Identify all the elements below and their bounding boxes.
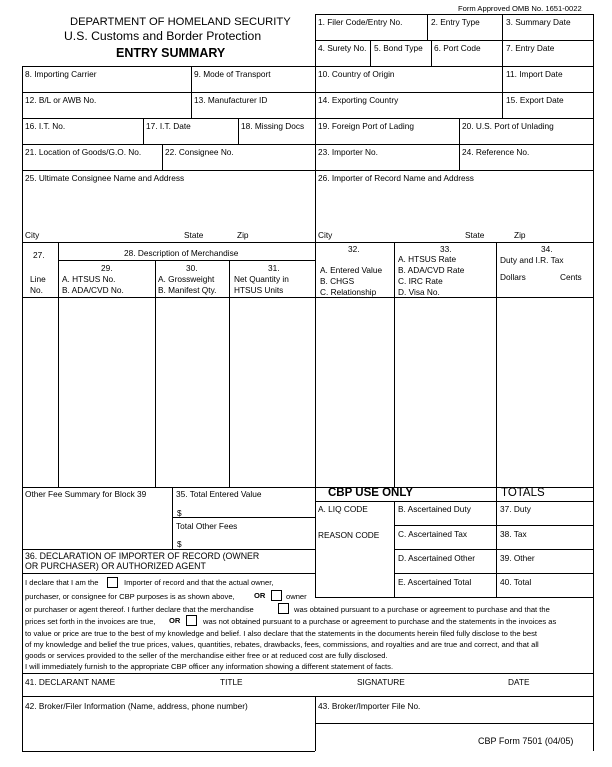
col-no-label: No. [30,285,43,295]
field-bl-awb-no[interactable]: 12. B/L or AWB No. [25,95,97,105]
col-34a-label: Duty and I.R. Tax [500,255,564,265]
field-country-of-origin[interactable]: 10. Country of Origin [318,69,395,79]
col-32a-label: A. Entered Value [320,265,383,275]
field-summary-date[interactable]: 3. Summary Date [506,17,571,27]
form-number: CBP Form 7501 (04/05) [478,736,574,746]
field-title[interactable]: TITLE [220,677,243,687]
col-line-label: Line [30,274,46,284]
field-it-date[interactable]: 17. I.T. Date [146,121,191,131]
col-31a-label: Net Quantity in [234,274,289,284]
field-ascertained-duty[interactable]: B. Ascertained Duty [398,504,471,514]
declaration-owner-label: owner [286,592,307,601]
omb-number: Form Approved OMB No. 1651-0022 [458,4,582,13]
col-30-label: 30. [186,263,198,273]
col-cents-label: Cents [560,272,582,282]
consignee-state-label: State [184,230,204,240]
field-broker-filer-info[interactable]: 42. Broker/Filer Information (Name, address, phone number) [25,701,248,711]
field-tax-total[interactable]: 38. Tax [500,529,527,539]
field-filer-code[interactable]: 1. Filer Code/Entry No. [318,17,403,27]
field-duty-total[interactable]: 37. Duty [500,504,531,514]
field-ascertained-tax[interactable]: C. Ascertained Tax [398,529,468,539]
col-31b-label: HTSUS Units [234,285,284,295]
declaration-text-line7: goods or services provided to the seller of the merchandise either free or at reduced cost are fully disclosed. [25,651,388,660]
department-name: DEPARTMENT OF HOMELAND SECURITY [70,16,291,28]
declaration-text-line2: purchaser, or consignee for CBP purposes is as shown above, [25,592,235,601]
declaration-text-line5: to value or price are true to the best of my knowledge and belief. I also declare that the statements in the documents herein filed fully disclose to the best [25,629,538,638]
col-28-label: 28. Description of Merchandise [124,248,239,258]
col-33c-label: C. IRC Rate [398,276,443,286]
declaration-text-line3a: or purchaser or agent thereof. I further declare that the merchandise [25,605,254,614]
col-33d-label: D. Visa No. [398,287,440,297]
form-title: ENTRY SUMMARY [116,46,226,60]
col-33a-label: A. HTSUS Rate [398,254,457,264]
field-total-entered-value[interactable]: 35. Total Entered Value [176,489,262,499]
field-grand-total[interactable]: 40. Total [500,577,532,587]
field-export-date[interactable]: 15. Export Date [506,95,564,105]
field-consignee-no[interactable]: 22. Consignee No. [165,147,234,157]
merchandise-line-items-area[interactable] [23,298,592,486]
declaration-or-1: OR [254,591,266,600]
owner-checkbox[interactable] [271,590,282,601]
entered-value-dollar-sign: $ [177,508,182,518]
col-29a-label: A. HTSUS No. [62,274,116,284]
col-33-label: 33. [440,244,452,254]
importer-of-record-checkbox[interactable] [107,577,118,588]
field-manufacturer-id[interactable]: 13. Manufacturer ID [194,95,268,105]
field-foreign-port-of-lading[interactable]: 19. Foreign Port of Lading [318,121,414,131]
field-broker-importer-file-no[interactable]: 43. Broker/Importer File No. [318,701,421,711]
importer-city-label: City [318,230,333,240]
col-32c-label: C. Relationship [320,287,377,297]
col-32b-label: B. CHGS [320,276,355,286]
purchase-obtained-checkbox[interactable] [278,603,289,614]
declaration-text-line8: I will immediately furnish to the appropriate CBP officer any information showing a different statement of facts. [25,662,394,671]
field-us-port-of-unlading[interactable]: 20. U.S. Port of Unlading [462,121,554,131]
field-ultimate-consignee[interactable]: 25. Ultimate Consignee Name and Address [25,173,185,183]
field-mode-of-transport[interactable]: 9. Mode of Transport [194,69,271,79]
declaration-text-line1b: Importer of record and that the actual owner, [124,578,274,587]
col-dollars-label: Dollars [500,272,526,282]
importer-zip-label: Zip [514,230,526,240]
field-reason-code[interactable]: REASON CODE [318,530,380,540]
col-29-label: 29. [101,263,113,273]
field-entry-type[interactable]: 2. Entry Type [431,17,480,27]
field-reference-no[interactable]: 24. Reference No. [462,147,530,157]
declaration-text-line3b: was obtained pursuant to a purchase or agreement to purchase and that the [294,605,550,614]
declaration-heading-line2: OR PURCHASER) OR AUTHORIZED AGENT [25,561,206,571]
consignee-city-label: City [25,230,40,240]
field-total-other-fees[interactable]: Total Other Fees [176,521,238,531]
declaration-text-line1a: I declare that I am the [25,578,99,587]
field-importer-of-record[interactable]: 26. Importer of Record Name and Address [318,173,474,183]
col-29b-label: B. ADA/CVD No. [62,285,124,295]
field-it-no[interactable]: 16. I.T. No. [25,121,66,131]
field-surety-no[interactable]: 4. Surety No. [318,43,367,53]
field-other-total[interactable]: 39. Other [500,553,535,563]
field-port-code[interactable]: 6. Port Code [434,43,481,53]
field-declarant-name[interactable]: 41. DECLARANT NAME [25,677,116,687]
field-missing-docs[interactable]: 18. Missing Docs [241,121,305,131]
declaration-or-2: OR [169,616,181,625]
totals-heading: TOTALS [501,487,545,499]
other-fee-summary-label[interactable]: Other Fee Summary for Block 39 [25,489,147,499]
other-fees-dollar-sign: $ [177,539,182,549]
field-importing-carrier[interactable]: 8. Importing Carrier [25,69,97,79]
field-ascertained-other[interactable]: D. Ascertained Other [398,553,476,563]
col-33b-label: B. ADA/CVD Rate [398,265,465,275]
field-importer-no[interactable]: 23. Importer No. [318,147,378,157]
field-exporting-country[interactable]: 14. Exporting Country [318,95,399,105]
importer-state-label: State [465,230,485,240]
field-date[interactable]: DATE [508,677,530,687]
col-30b-label: B. Manifest Qty. [158,285,217,295]
declaration-text-line4a: prices set forth in the invoices are true, [25,617,156,626]
col-31-label: 31. [268,263,280,273]
field-location-of-goods[interactable]: 21. Location of Goods/G.O. No. [25,147,142,157]
col-34-label: 34. [541,244,553,254]
consignee-zip-label: Zip [237,230,249,240]
field-liq-code[interactable]: A. LIQ CODE [318,504,368,514]
cbp-use-only-heading: CBP USE ONLY [328,487,413,499]
field-bond-type[interactable]: 5. Bond Type [374,43,423,53]
declaration-heading-line1: 36. DECLARATION OF IMPORTER OF RECORD (OWNER [25,551,260,561]
agency-name: U.S. Customs and Border Protection [64,29,262,43]
field-ascertained-total[interactable]: E. Ascertained Total [398,577,472,587]
field-import-date[interactable]: 11. Import Date [506,69,563,79]
field-signature[interactable]: SIGNATURE [357,677,405,687]
col-32-label: 32. [348,244,360,254]
field-entry-date[interactable]: 7. Entry Date [506,43,555,53]
col-30a-label: A. Grossweight [158,274,215,284]
col-27-label: 27. [33,250,45,260]
declaration-text-line6: of my knowledge and belief the true prices, values, quantities, rebates, drawbacks, fees, commissions, and royalties and are true and correct, and that all [25,640,539,649]
declaration-text-line4b: was not obtained pursuant to a purchase or agreement to purchase and the statements in the invoices as [203,617,557,626]
purchase-not-obtained-checkbox[interactable] [186,615,197,626]
